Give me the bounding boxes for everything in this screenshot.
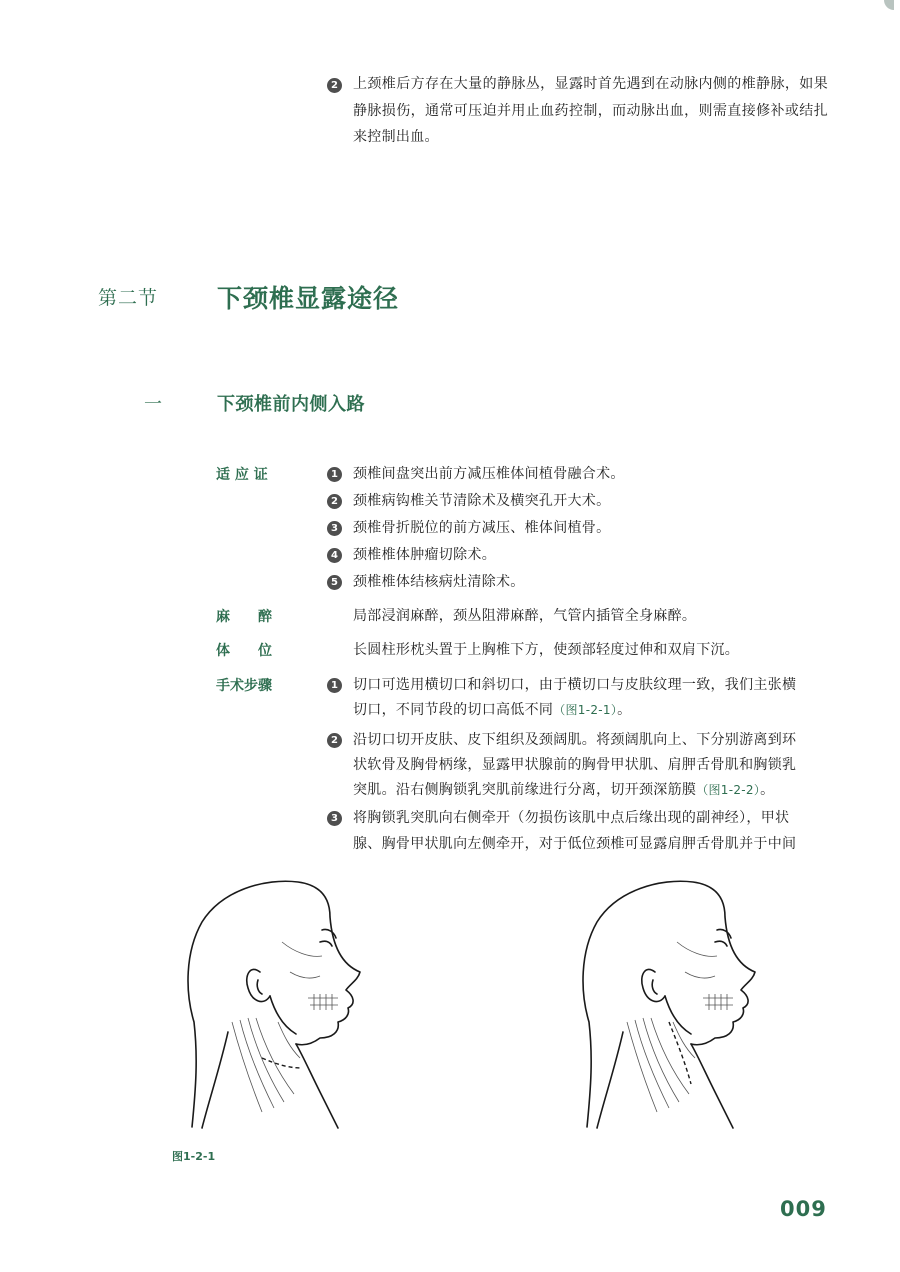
step2-line1: 沿切口切开皮肤、皮下组织及颈阔肌。将颈阔肌向上、下分别游离到环 [353, 732, 797, 748]
step-marker: 2 [327, 733, 342, 748]
indication-item: 颈椎椎体肿瘤切除术。 [353, 547, 496, 563]
step-marker: 3 [327, 811, 342, 826]
indication-marker: 1 [327, 467, 342, 482]
page-number: 009 [780, 1197, 827, 1221]
step3-line2: 腺、胸骨甲状肌向左侧牵开，对于低位颈椎可显露肩胛舌骨肌并于中间 [353, 836, 797, 852]
subsection-title: 下颈椎前内侧入路 [217, 394, 365, 415]
indication-item: 颈椎骨折脱位的前方减压、椎体间植骨。 [353, 520, 611, 536]
intro-marker: 2 [327, 78, 342, 93]
step-marker: 1 [327, 678, 342, 693]
indication-marker: 3 [327, 521, 342, 536]
step1-text: 切口，不同节段的切口高低不同 [353, 702, 554, 718]
figure-caption: 图1-2-1 [172, 1150, 216, 1163]
figure-reference: （图1-2-2） [696, 783, 761, 797]
figure-reference: （图1-2-1） [553, 703, 618, 717]
steps-label: 手术步骤 [216, 678, 272, 694]
indication-item: 颈椎椎体结核病灶清除术。 [353, 574, 525, 590]
step1-end: 。 [617, 702, 632, 718]
indication-item: 颈椎病钩椎关节清除术及横突孔开大术。 [353, 493, 611, 509]
corner-mark [884, 0, 894, 10]
position-label: 体 位 [216, 643, 272, 659]
position-text: 长圆柱形枕头置于上胸椎下方，使颈部轻度过伸和双肩下沉。 [353, 642, 740, 658]
indication-marker: 2 [327, 494, 342, 509]
head-illustration-transverse-incision [170, 872, 380, 1130]
step1-line1: 切口可选用横切口和斜切口，由于横切口与皮肤纹理一致，我们主张横 [353, 677, 797, 693]
indications-label: 适 应 证 [216, 467, 268, 483]
anesthesia-text: 局部浸润麻醉，颈丛阻滞麻醉，气管内插管全身麻醉。 [353, 608, 697, 624]
step2-line3 [353, 780, 774, 800]
step3-line1: 将胸锁乳突肌向右侧牵开（勿损伤该肌中点后缘出现的副神经），甲状 [353, 810, 790, 826]
section-title: 下颈椎显露途径 [217, 284, 400, 313]
step2-text: 突肌。沿右侧胸锁乳突肌前缘进行分离，切开颈深筋膜 [353, 782, 697, 798]
step2-line2: 状软骨及胸骨柄缘，显露甲状腺前的胸骨甲状肌、肩胛舌骨肌和胸锁乳 [353, 757, 797, 773]
section-label: 第二节 [98, 287, 159, 309]
head-illustration-oblique-incision [565, 872, 775, 1130]
indication-marker: 4 [327, 548, 342, 563]
indication-marker: 5 [327, 575, 342, 590]
step2-end: 。 [760, 782, 775, 798]
indication-item: 颈椎间盘突出前方减压椎体间植骨融合术。 [353, 466, 625, 482]
intro-paragraph: 上颈椎后方存在大量的静脉丛，显露时首先遇到在动脉内侧的椎静脉，如果静脉损伤，通常可压迫并用止血药控制，而动脉出血，则需直接修补或结扎来控制出血。 [353, 76, 828, 145]
subsection-label: 一 [144, 394, 162, 415]
step1-line2 [353, 700, 631, 720]
anesthesia-label: 麻 醉 [216, 609, 272, 625]
